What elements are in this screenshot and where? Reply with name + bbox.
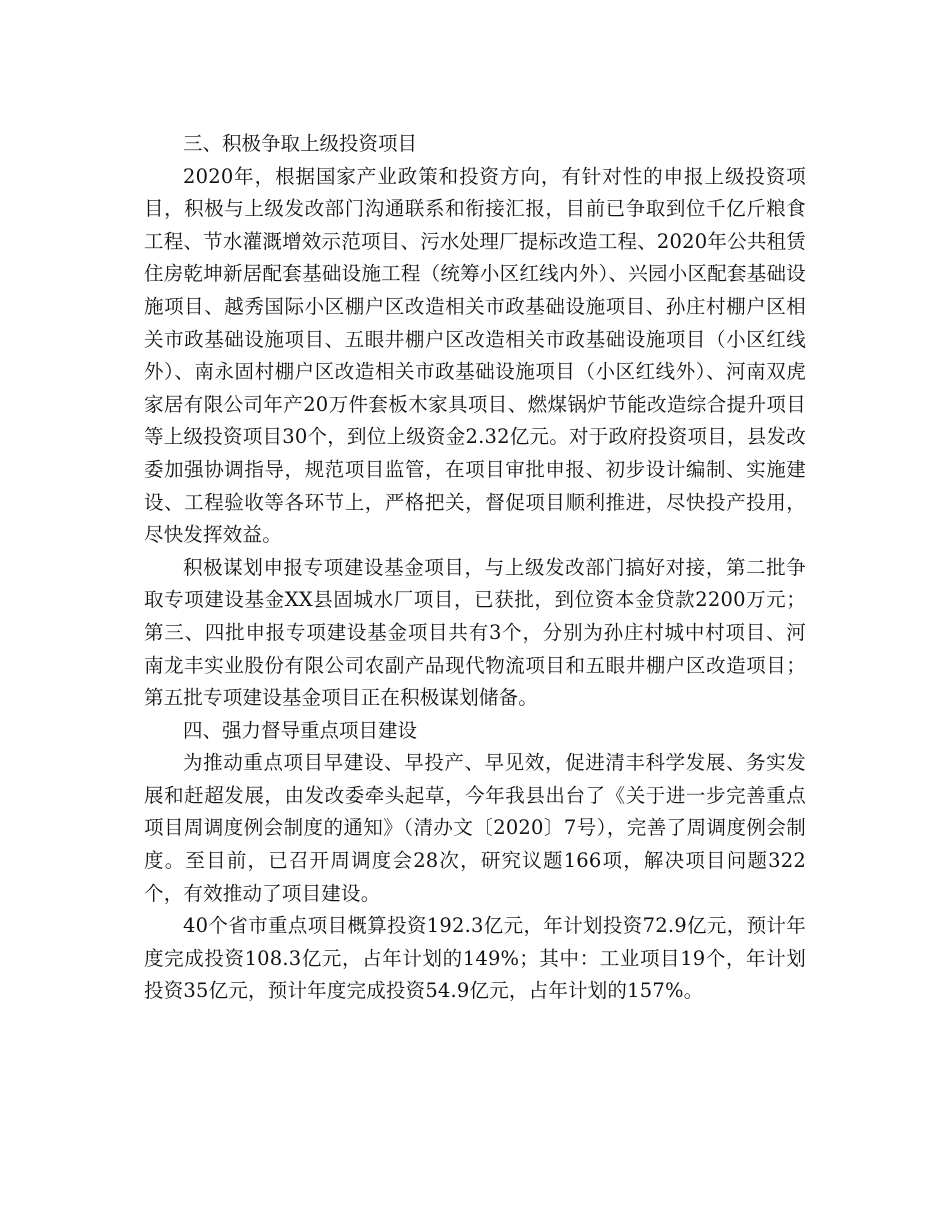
paragraph-investment-projects: 2020年，根据国家产业政策和投资方向，有针对性的申报上级投资项目，积极与上级发改部门沟通联系和衔接汇报，目前已争取到位千亿斤粮食工程、节水灌溉增效示范项目、污水处理厂提标改造工程、2020年公共租赁住房乾坤新居配套基础设施工程（统筹小区红线内外）、兴园小区配套基础设施项目、越秀国际小区棚户区改造相关市政基础设施项目、孙庄村棚户区相关市政基础设施项目、五眼井棚户区改造相关市政基础设施项目（小区红线外）、南永固村棚户区改造相关市政基础设施项目（小区红线外）、河南双虎家居有限公司年产20万件套板木家具项目、燃煤锅炉节能改造综合提升项目等上级投资项目30个，到位上级资金2.32亿元。对于政府投资项目，县发改委加强协调指导，规范项目监管，在项目审批申报、初步设计编制、实施建设、工程验收等各环节上，严格把关，督促项目顺利推进，尽快投产投用，尽快发挥效益。 xyxy=(144,164,806,547)
paragraph-weekly-scheduling: 为推动重点项目早建设、早投产、早见效，促进清丰科学发展、务实发展和赶超发展，由发改委牵头起草，今年我县出台了《关于进一步完善重点项目周调度例会制度的通知》（清办文〔2020〕7号），完善了周调度例会制度。至目前，已召开周调度会28次，研究议题166项，解决项目问题322个，有效推动了项目建设。 xyxy=(144,751,806,905)
paragraph-special-construction-fund: 积极谋划申报专项建设基金项目，与上级发改部门搞好对接，第二批争取专项建设基金XX县固城水厂项目，已获批，到位资本金贷款2200万元；第三、四批申报专项建设基金项目共有3个，分别为孙庄村城中村项目、河南龙丰实业股份有限公司农副产品现代物流项目和五眼井棚户区改造项目；第五批专项建设基金项目正在积极谋划储备。 xyxy=(144,555,806,710)
section-heading-3: 三、积极争取上级投资项目 xyxy=(183,132,418,155)
section-heading-4: 四、强力督导重点项目建设 xyxy=(183,718,418,742)
document-page xyxy=(144,128,806,1008)
paragraph-key-projects-investment: 40个省市重点项目概算投资192.3亿元，年计划投资72.9亿元，预计年度完成投资108.3亿元，占年计划的149%；其中：工业项目19个，年计划投资35亿元，预计年度完成投资54.9亿元，占年计划的157%。 xyxy=(144,914,806,1003)
